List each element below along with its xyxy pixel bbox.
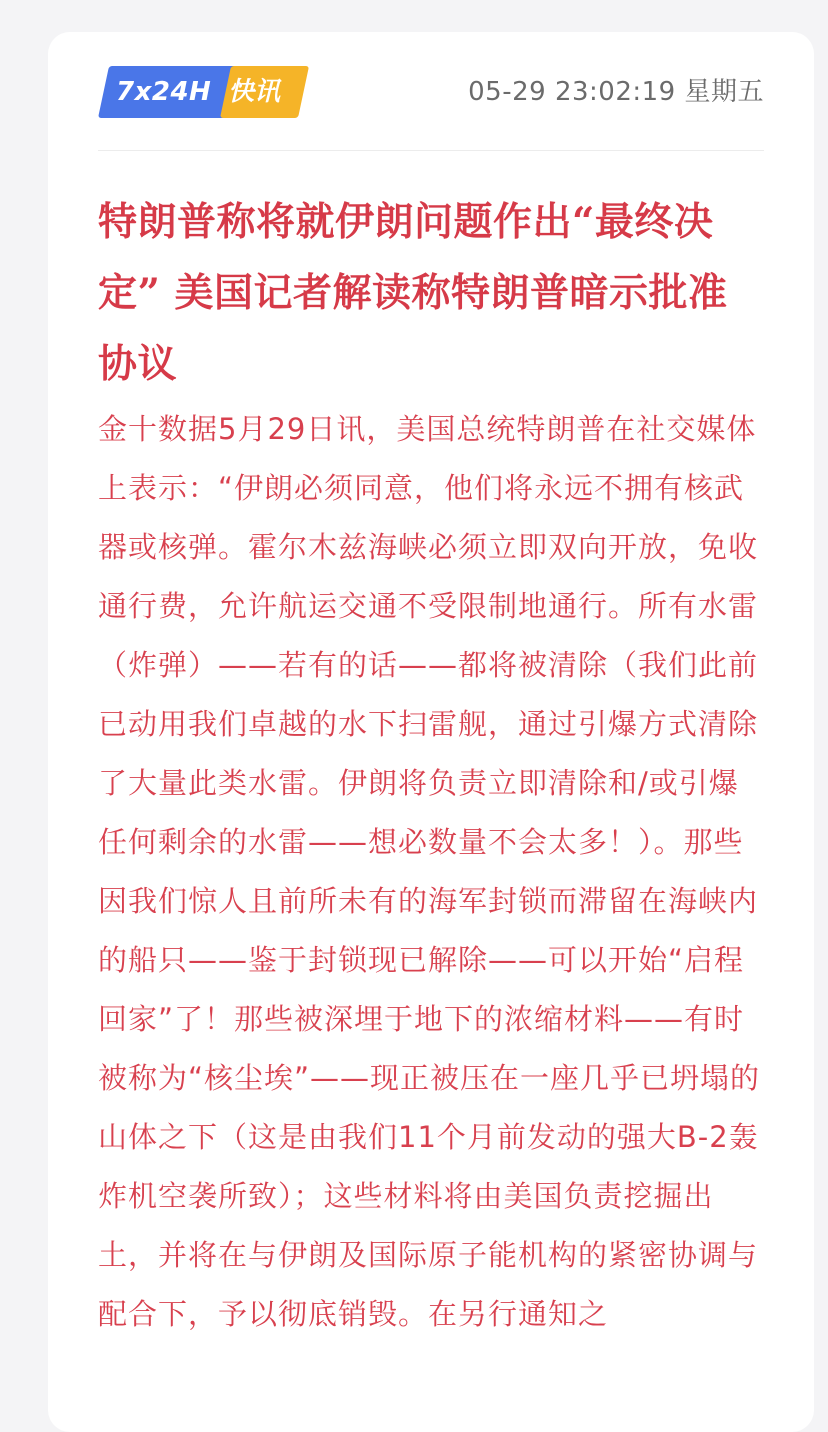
badge-kuaixun-label: 快讯 <box>228 77 281 107</box>
badge-7x24h-label: 7x24H <box>116 77 212 107</box>
news-card <box>48 32 814 1432</box>
news-title: 特朗普称将就伊朗问题作出“最终决定” 美国记者解读称特朗普暗示批准协议 <box>98 199 728 387</box>
news-header <box>98 32 764 151</box>
news-content: 金十数据5月29日讯，美国总统特朗普在社交媒体上表示：“伊朗必须同意，他们将永远不拥有核武器或核弹。霍尔木兹海峡必须立即双向开放，免收通行费，允许航运交通不受限制地通行。所有水雷（炸弹）——若有的话——都将被清除（我们此前已动用我们卓越的水下扫雷舰，通过引爆方式清除了大量此类水雷。伊朗将负责立即清除和/或引爆任何剩余的水雷——想必数量不会太多！）。那些因我们惊人且前所未有的海军封锁而滞留在海峡内的船只——鉴于封锁现已解除——可以开始“启程回家”了！那些被深埋于地下的浓缩材料——有时被称为“核尘埃”——现正被压在一座几乎已坍塌的山体之下（这是由我们11个月前发动的强大B-2轰炸机空袭所致）；这些材料将由美国负责挖掘出土，并将在与伊朗及国际原子能机构的紧密协调与配合下，予以彻底销毁。在另行通知之 <box>98 412 761 1331</box>
flash-news-badge <box>98 66 298 118</box>
news-timestamp: 05-29 23:02:19 星期五 <box>468 77 764 107</box>
